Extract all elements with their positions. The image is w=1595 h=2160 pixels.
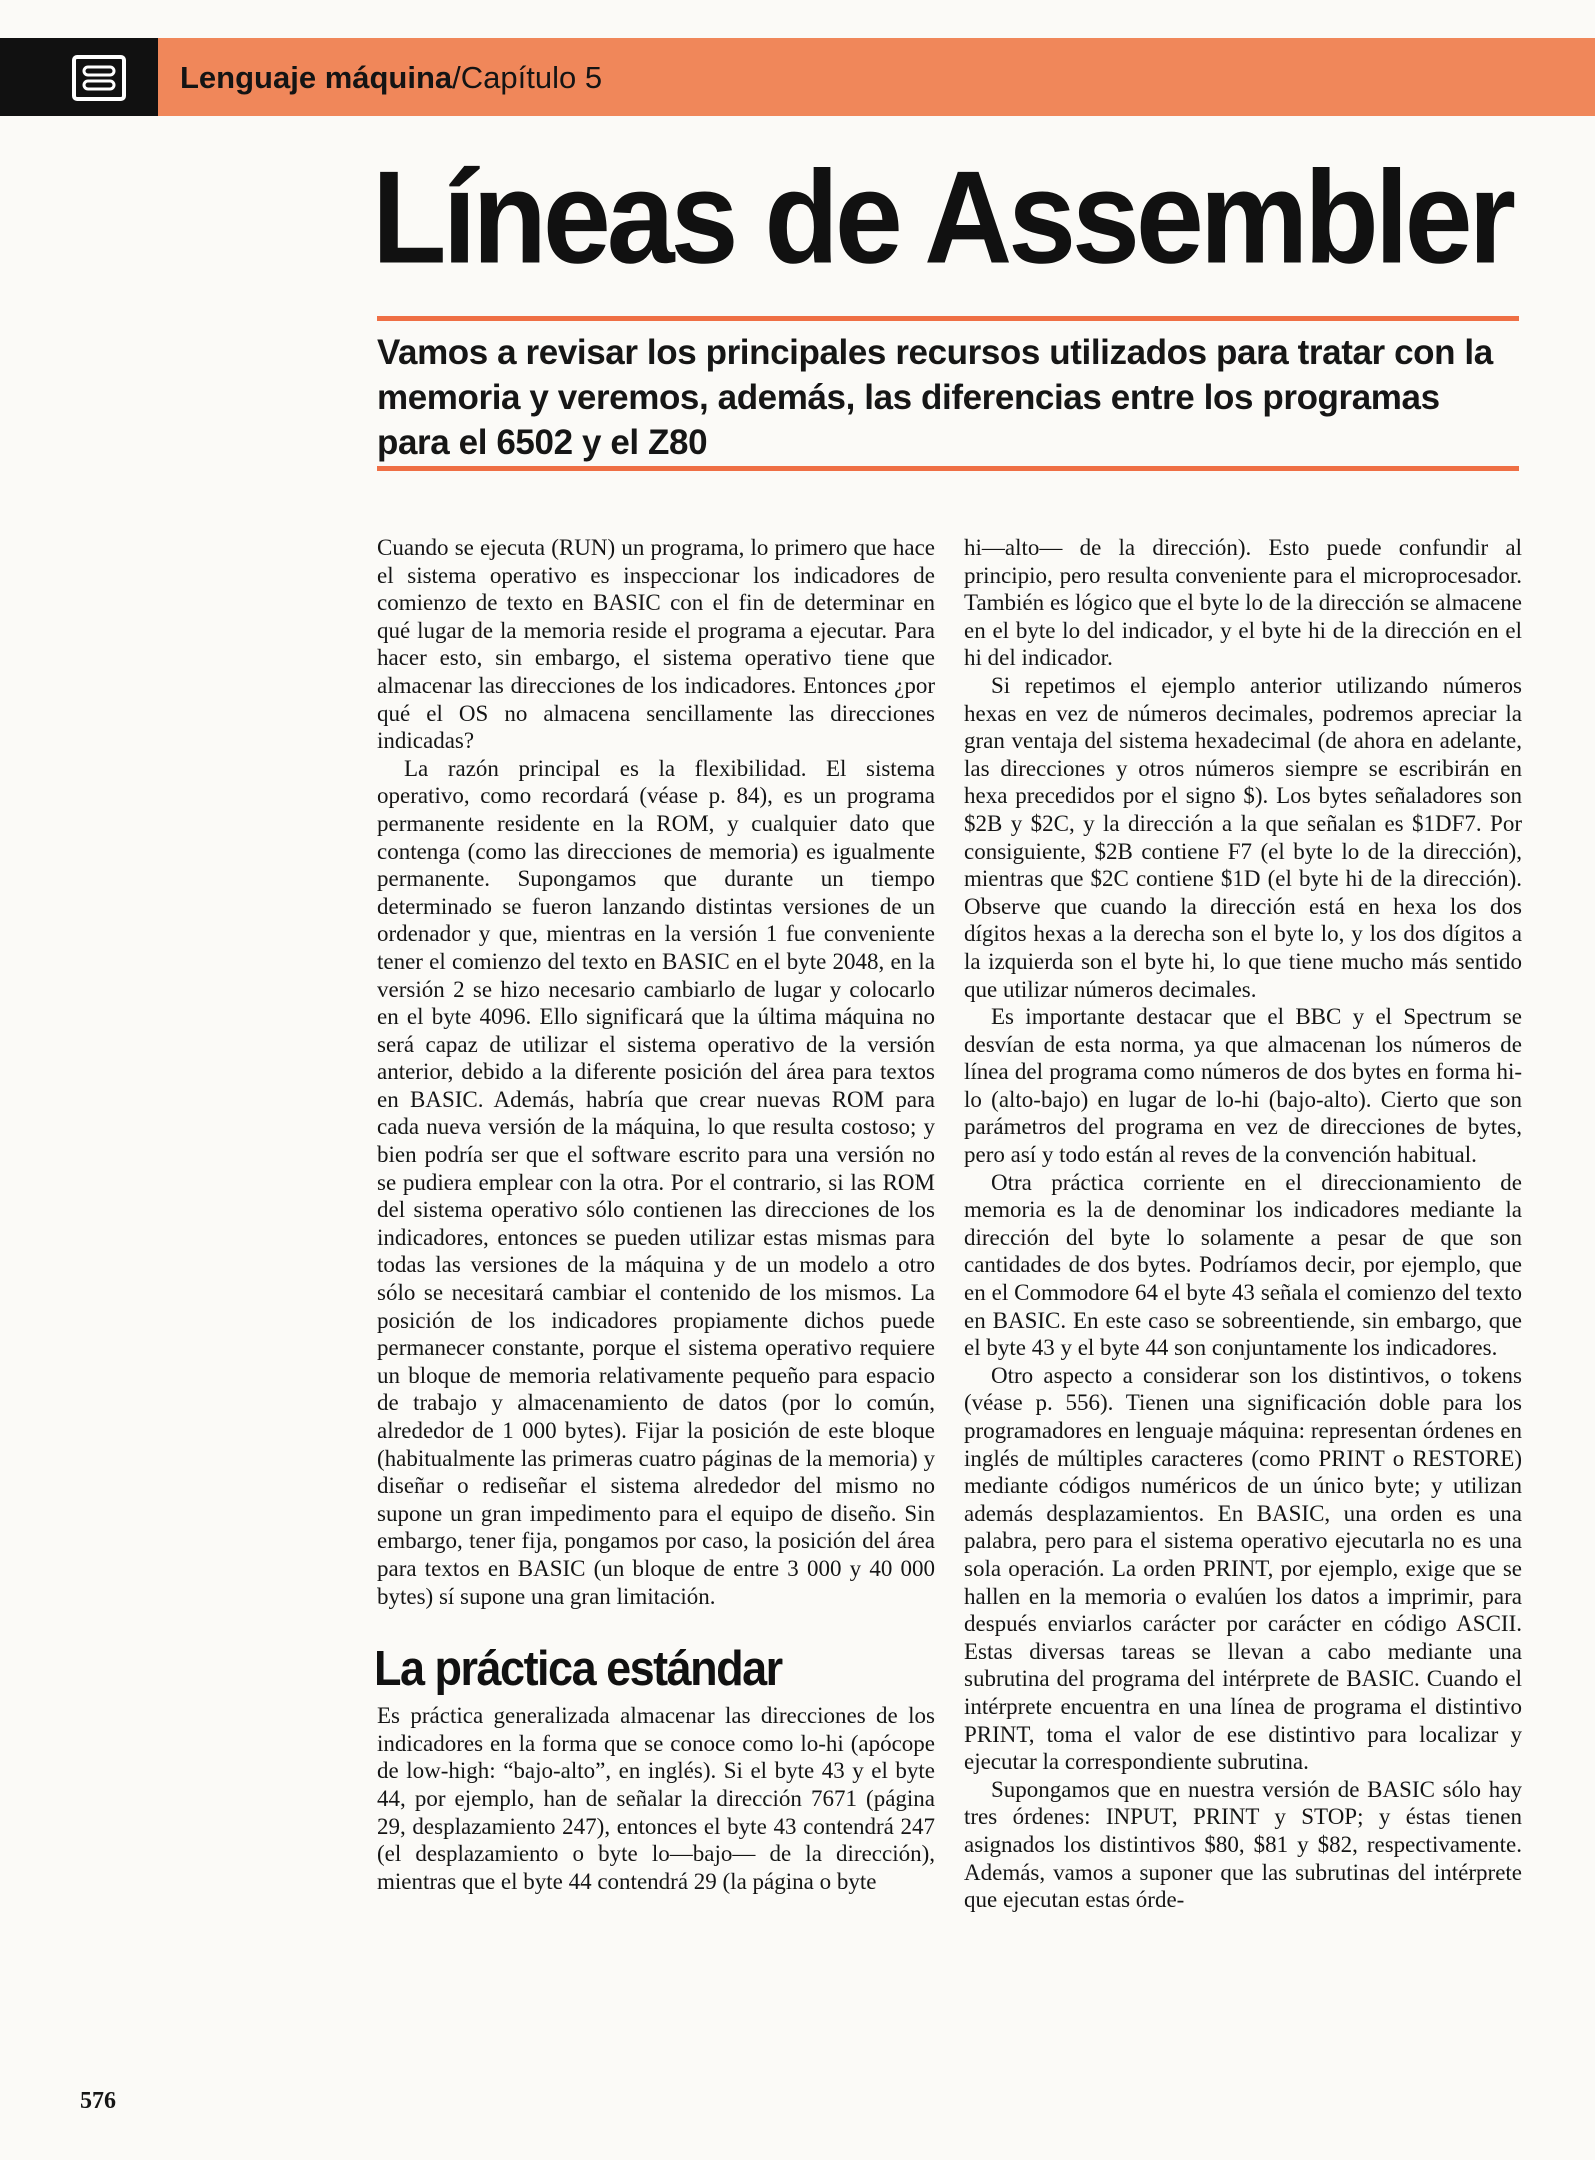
paragraph: Cuando se ejecuta (RUN) un programa, lo primero que hace el sistema operativo es inspeccionar los indicadores de comienzo de texto en BASIC con el fin de determinar en qué lugar de la memoria reside el programa a ejecutar. Para hacer esto, sin embargo, el sistema operativo tiene que almacenar las direcciones de los indicadores. Entonces ¿por qué el OS no almacena sencillamente las direcciones indicadas? [377, 535, 935, 754]
paragraph: Es práctica generalizada almacenar las direcciones de los indicadores en la forma que se conoce como lo-hi (apócope de low-high: “bajo-alto”, en inglés). Si el byte 43 y el byte 44, por ejemplo, han de señalar la dirección 7671 (página 29, desplazamiento 247), entonces el byte 43 contendrá 247 (el desplazamiento o byte lo—bajo— de la dirección), mientras que el byte 44 contendrá 29 (la página o byte [377, 1703, 935, 1894]
header-icon-box [0, 38, 158, 116]
paragraph: Supongamos que en nuestra versión de BASIC sólo hay tres órdenes: INPUT, PRINT y STOP; y éstas tienen asignados los distintivos $80, $81 y $82, respectivamente. Además, vamos a suponer que las subrutinas del intérprete que ejecutan estas órde- [964, 1776, 1522, 1913]
paragraph: Otro aspecto a considerar son los distintivos, o tokens (véase p. 556). Tienen una significación doble para los programadores en lenguaje máquina: representan órdenes en inglés de múltiples caracteres (como PRINT o RESTORE) mediante códigos numéricos de un único byte; y utilizan además desplazamientos. En BASIC, una orden es una palabra, pero para el sistema operativo ejecutarla no es una sola operación. La orden PRINT, por ejemplo, exige que se hallen en la memoria o evalúen los datos a imprimir, para después enviarlos carácter por carácter en código ASCII. Estas diversas tareas se llevan a cabo mediante una subrutina del programa del intérprete de BASIC. Cuando el intérprete encuentra en una línea de programa el distintivo PRINT, toma el valor de ese distintivo para localizar y ejecutar la correspondiente subrutina. [964, 1362, 1522, 1775]
paragraph: Es importante destacar que el BBC y el Spectrum se desvían de esta norma, ya que almacenan los números de línea del programa como números de dos bytes en forma hi-lo (alto-bajo) en lugar de lo-hi (bajo-alto). Cierto que son parámetros del programa en vez de direcciones de bytes, pero así y todo están al reves de la convención habitual. [964, 1004, 1522, 1168]
paragraph: hi—alto— de la dirección). Esto puede confundir al principio, pero resulta conveniente para el microprocesador. También es lógico que el byte lo de la dirección se almacene en el byte lo del indicador, y el byte hi de la dirección en el hi del indicador. [964, 535, 1522, 671]
paragraph: La razón principal es la flexibilidad. El sistema operativo, como recordará (véase p. 84), es un programa permanente residente en la ROM, y cualquier dato que contenga (como las direcciones de memoria) es igualmente permanente. Supongamos que durante un tiempo determinado se fueron lanzando distintas versiones de un ordenador y que, mientras en la versión 1 fue conveniente tener el comienzo del texto en BASIC en el byte 2048, en la versión 2 se hizo necesario cambiarlo de lugar y colocarlo en el byte 4096. Ello significará que la última máquina no será capaz de utilizar el sistema operativo de la versión anterior, debido a la diferente posición del área para textos en BASIC. Además, habría que crear nuevas ROM para cada nueva versión de la máquina, lo que resulta costoso; y bien podría ser que el software escrito para una versión no se pudiera emplear con la otra. Por el contrario, si las ROM del sistema operativo sólo contienen las direcciones de los indicadores, entonces se pueden utilizar estas mismas para todas las versiones de la máquina y de un modelo a otro sólo se necesitará cambiar el contenido de los mismos. La posición de los indicadores propiamente dichos puede permanecer constante, porque el sistema operativo requiere un bloque de memoria relativamente pequeño para espacio de trabajo y almacenamiento de datos (por lo común, alrededor de 1 000 bytes). Fijar la posición de este bloque (habitualmente las primeras cuatro páginas de la memoria) y diseñar o rediseñar el sistema alrededor del mismo no supone un gran impedimento para el equipo de diseño. Sin embargo, tener fija, pongamos por caso, la posición del área para textos en BASIC (un bloque de entre 3 000 y 40 000 bytes) sí supone una gran limitación. [377, 755, 935, 1609]
left-column [374, 534, 935, 1895]
paragraph: Otra práctica corriente en el direccionamiento de memoria es la de denominar los indicadores mediante la dirección del byte lo solamente a pesar de que son cantidades de dos bytes. Podríamos decir, por ejemplo, que en el Commodore 64 el byte 43 señala el comienzo del texto en BASIC. En este caso se sobreentiende, sin embargo, que el byte 43 y el byte 44 son conjuntamente los indicadores. [964, 1169, 1522, 1361]
subtitle-rule-bottom [377, 466, 1519, 471]
chip-icon [72, 55, 126, 101]
section-heading: La práctica estándar [374, 1640, 782, 1697]
page-subtitle: Vamos a revisar los principales recursos utilizados para tratar con la memoria y veremos, además, las diferencias entre los programas para el 6502 y el Z80 [377, 333, 1493, 462]
right-column [964, 534, 1522, 1914]
paragraph: Si repetimos el ejemplo anterior utilizando números hexas en vez de números decimales, podremos apreciar la gran ventaja del sistema hexadecimal (de ahora en adelante, las direcciones y otros números siempre se escribirán en hexa precedidos por el signo $). Los bytes señaladores son $2B y $2C, y la dirección a la que señalan es $1DF7. Por consiguiente, $2B contiene F7 (el byte lo de la dirección), mientras que $2C contiene $1D (el byte hi de la dirección). Observe que cuando la dirección está en hexa los dos dígitos hexas a la derecha son el byte lo, y los dos dígitos a la izquierda son el byte hi, lo que tiene mucho más sentido que utilizar números decimales. [964, 672, 1522, 1002]
header-chapter: /Capítulo 5 [452, 60, 603, 95]
page-number: 576 [80, 2088, 116, 2114]
page-title: Líneas de Assembler [372, 143, 1513, 291]
subtitle-rule-top [377, 316, 1519, 321]
running-header [180, 60, 602, 96]
header-section: Lenguaje máquina [180, 60, 453, 95]
